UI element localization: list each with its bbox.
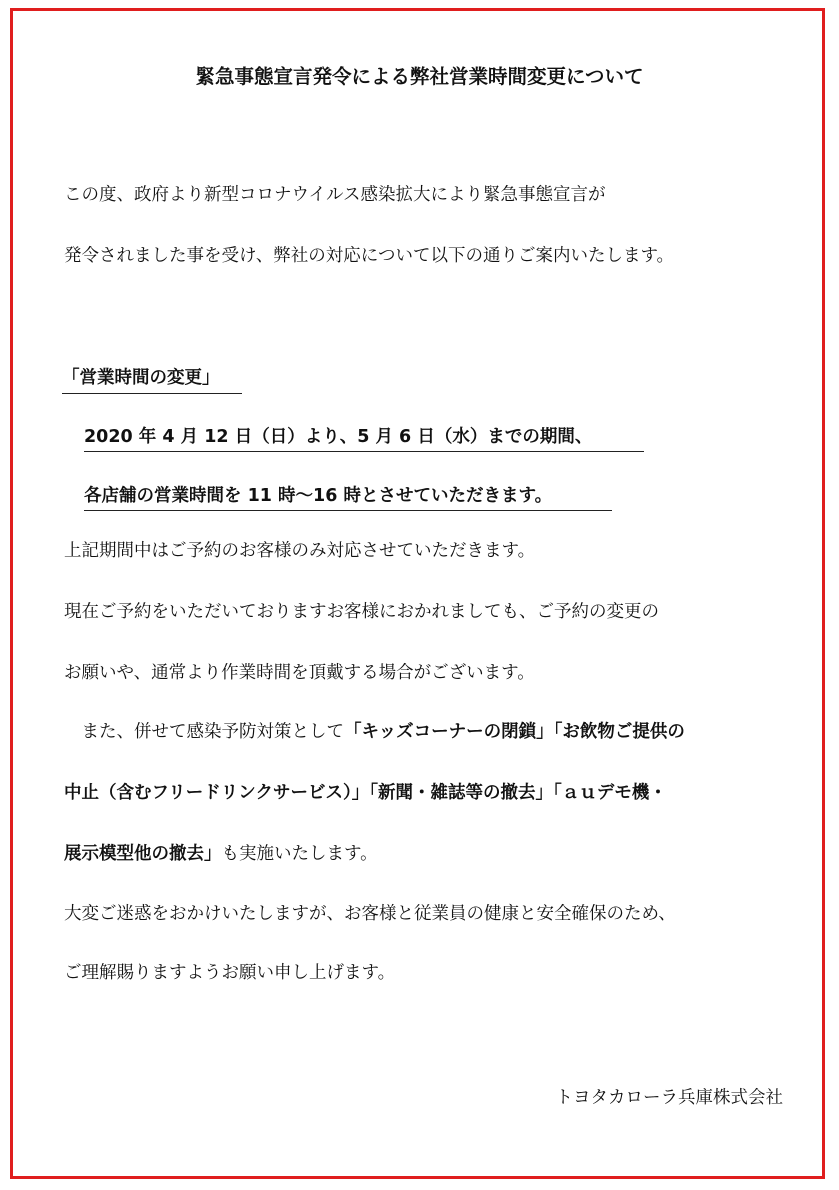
measures-line-1 [64,720,685,744]
measures-line-3 [64,842,378,866]
notice-title: 緊急事態宣言発令による弊社営業時間変更について [195,65,644,88]
hours-line-1: 2020 年 4 月 12 日（日）より、5 月 6 日（水）までの期間、 [84,427,593,447]
hours-line-2: 各店舗の営業時間を 11 時～16 時とさせていただきます。 [84,486,553,506]
measures-display-models: 展示模型他の撤去」 [64,844,222,864]
closing-line-1: 大変ご迷惑をおかけいたしますが、お客様と従業員の健康と安全確保のため、 [64,904,676,924]
section-heading-underline [62,393,242,394]
closing-line-2: ご理解賜りますようお願い申し上げます。 [64,963,396,983]
measures-kids-corner: 「キッズコーナーの閉鎖」「お飲物ご提供の [344,722,685,742]
hours-line-2-underline [84,510,612,511]
measures-lead: また、併せて感染予防対策として [64,722,344,742]
measures-rest: も実施いたします。 [221,844,378,864]
hours-line-1-underline [84,451,644,452]
reservation-line-3: お願いや、通常より作業時間を頂戴する場合がございます。 [64,663,535,683]
reservation-line-1: 上記期間中はご予約のお客様のみ対応させていただきます。 [64,541,536,561]
intro-line-1: この度、政府より新型コロナウイルス感染拡大により緊急事態宣言が [64,185,606,205]
measures-line-2: 中止（含むフリードリンクサービス）」「新聞・雑誌等の撤去」「ａｕデモ機・ [64,783,667,803]
reservation-line-2: 現在ご予約をいただいておりますお客様におかれましても、ご予約の変更の [64,602,659,622]
intro-line-2: 発令されました事を受け、弊社の対応について以下の通りご案内いたします。 [64,246,675,266]
company-signature: トヨタカローラ兵庫株式会社 [555,1088,783,1108]
section-heading: 「営業時間の変更」 [62,368,220,388]
